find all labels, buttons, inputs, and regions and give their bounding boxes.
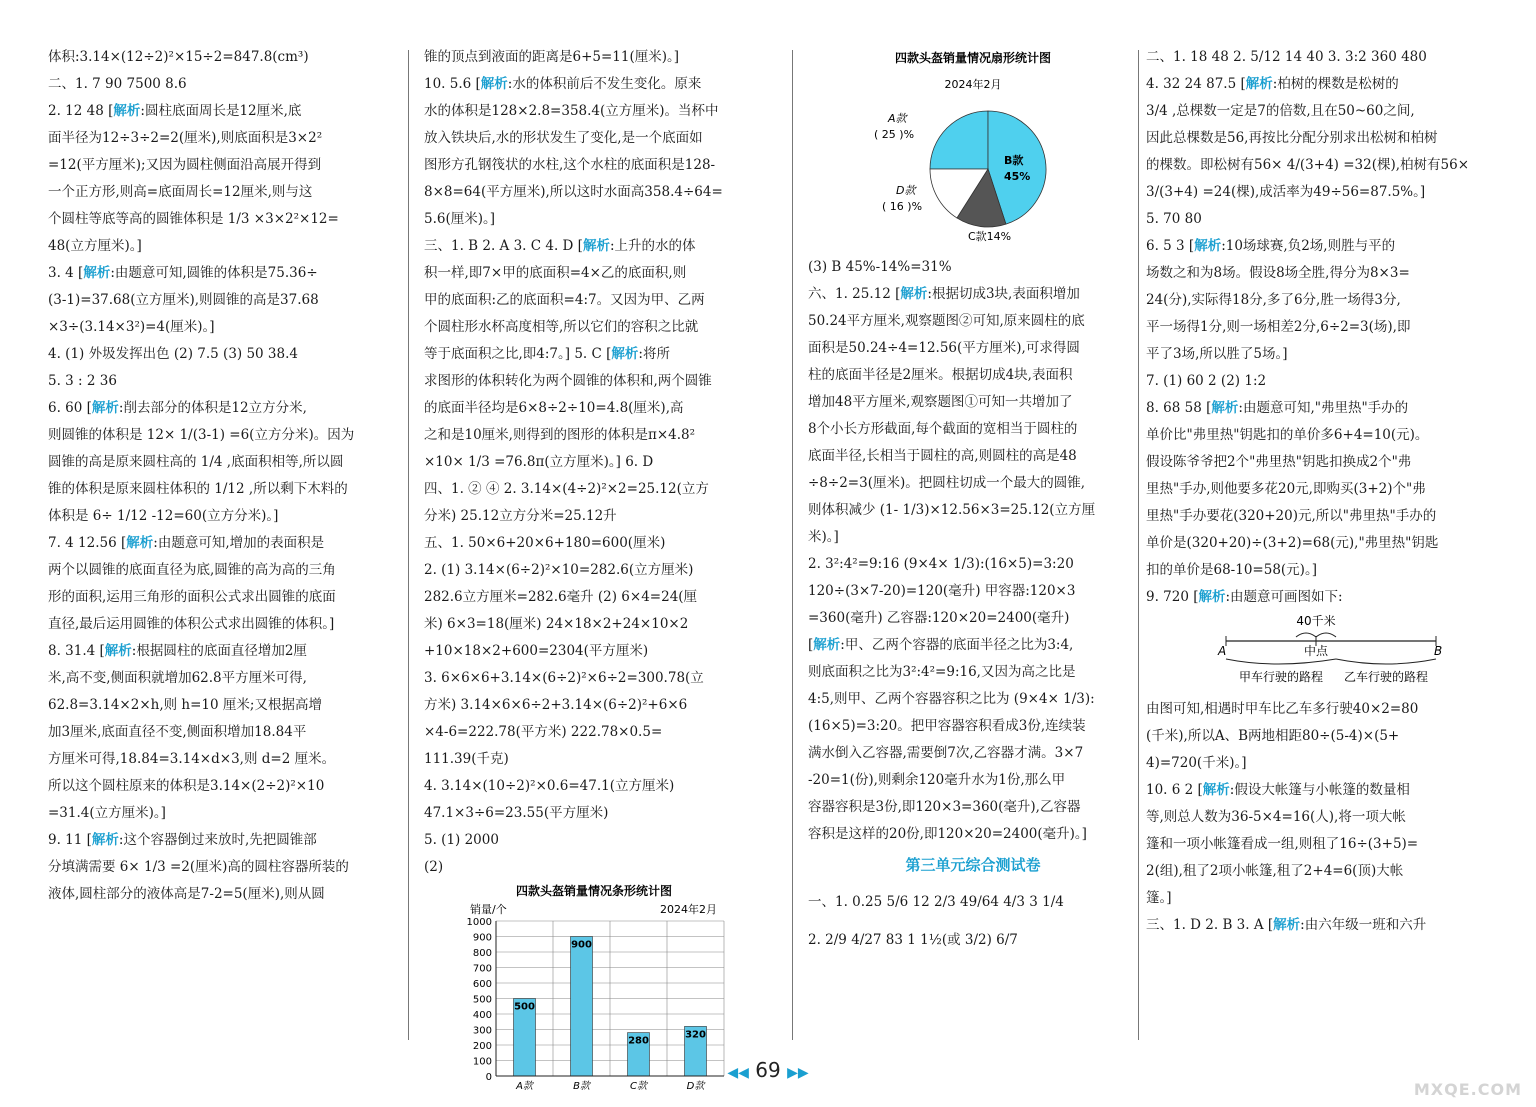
point-b-label: B xyxy=(1434,644,1443,658)
text-line: -20=1(份),则剩余120毫升水为1份,那么甲 xyxy=(808,772,1066,788)
text-line: 柱的底面半径是2厘米。根据切成4块,表面积 xyxy=(808,367,1073,383)
text-line: 篷。] xyxy=(1146,890,1172,906)
y-tick-label: 500 xyxy=(472,994,492,1006)
text-line: 5. (1) 2000 xyxy=(424,832,499,848)
text-line: 则体积减少 (1- 1/3)×12.56×3=25.12(立方厘 xyxy=(808,502,1096,518)
text-line: 6. 5 3 [解析:10场球赛,负2场,则胜与平的 xyxy=(1146,238,1396,254)
pie-label-c: C款14% xyxy=(968,230,1012,243)
text-line: (16×5)=3:20。把甲容器容积看成3份,连续装 xyxy=(808,718,1086,734)
answer-column-4 xyxy=(1146,44,1486,1044)
text-line: 3. 6×6×6+3.14×(6÷2)²×6÷2=300.78(立 xyxy=(424,670,704,686)
text-line: 平一场得1分,则一场相差2分,6÷2=3(场),即 xyxy=(1146,319,1411,335)
text-line: 体积:3.14×(12÷2)²×15÷2=847.8(cm³) xyxy=(48,49,309,65)
text-line: 7. (1) 60 2 (2) 1:2 xyxy=(1146,373,1267,389)
text-line: 等,则总人数为36-5×4=16(人),将一项大帐 xyxy=(1146,809,1406,825)
pie-label-a: A款 xyxy=(888,112,907,125)
bar-data-label: 320 xyxy=(685,1029,706,1041)
text-line: 锥的体积是原来圆柱体积的 1/12 ,所以剩下木料的 xyxy=(48,481,348,497)
text-line: ×4-6=222.78(平方米) 222.78×0.5= xyxy=(424,724,663,740)
column-divider xyxy=(792,50,793,1040)
text-line: 3. 4 [解析:由题意可知,圆锥的体积是75.36÷ xyxy=(48,265,318,281)
text-line: 放入铁块后,水的形状发生了变化,是一个底面如 xyxy=(424,130,703,146)
text-line: 方米) 3.14×6×6÷2+3.14×(6÷2)²+6×6 xyxy=(424,697,688,713)
text-line: 四、1. ② ④ 2. 3.14×(4÷2)²×2=25.12(立方 xyxy=(424,481,709,497)
text-line: 容积是这样的20份,即120×20=2400(毫升)。] xyxy=(808,826,1087,842)
text-line: 9. 720 [解析:由题意可画图如下: xyxy=(1146,589,1343,605)
answer-column-1 xyxy=(48,44,400,1044)
y-tick-label: 100 xyxy=(472,1056,492,1068)
text-line: ×10× 1/3 =76.8π(立方厘米)。] 6. D xyxy=(424,454,654,470)
text-line: 的棵数。即松树有56× 4/(3+4) =32(棵),柏树有56× xyxy=(1146,157,1470,173)
text-line: 单价比"弗里热"钥匙扣的单价多6+4=10(元)。 xyxy=(1146,427,1429,443)
text-line: 容器容积是3份,即120×3=360(毫升),乙容器 xyxy=(808,799,1081,815)
text-line: 篷和一项小帐篷看成一组,则租了16÷(3+5)= xyxy=(1146,836,1419,852)
text-line: 47.1×3÷6=23.55(平方厘米) xyxy=(424,805,609,821)
text-line: 4. 3.14×(10÷2)²×0.6=47.1(立方厘米) xyxy=(424,778,675,794)
column-divider xyxy=(1138,50,1139,1040)
text-line: 则底面积之比为3²:4²=9:16,又因为高之比是 xyxy=(808,664,1076,680)
text-line: 面积是50.24÷4=12.56(平方厘米),可求得圆 xyxy=(808,340,1080,356)
text-line: 方厘米可得,18.84=3.14×d×3,则 d=2 厘米。 xyxy=(48,751,336,767)
text-line: 9. 11 [解析:这个容器倒过来放时,先把圆锥部 xyxy=(48,832,317,848)
text-line: 形的面积,运用三角形的面积公式求出圆锥的底面 xyxy=(48,589,336,605)
text-line: 五、1. 50×6+20×6+180=600(厘米) xyxy=(424,535,666,551)
text-line: 扣的单价是68-10=58(元)。] xyxy=(1146,562,1317,578)
text-line: 111.39(千克) xyxy=(424,751,509,767)
text-line: 8. 68 58 [解析:由题意可知,"弗里热"手办的 xyxy=(1146,400,1409,416)
page-footer xyxy=(0,1058,1536,1082)
y-tick-label: 300 xyxy=(472,1025,492,1037)
text-line: 2. (1) 3.14×(6÷2)²×10=282.6(立方厘米) xyxy=(424,562,694,578)
text-line: 62.8=3.14×2×h,则 h=10 厘米;又根据高增 xyxy=(48,697,322,713)
text-line: 三、1. B 2. A 3. C 4. D [解析:上升的水的体 xyxy=(424,238,696,254)
text-line: 5. 3 : 2 36 xyxy=(48,373,117,389)
bar-chart-ylabel: 销量/个 xyxy=(470,903,507,916)
x-tick-label: A款 xyxy=(516,1081,533,1092)
text-line: 7. 4 12.56 [解析:由题意可知,增加的表面积是 xyxy=(48,535,325,551)
text-line: 圆锥的高是原来圆柱高的 1/4 ,底面积相等,所以圆 xyxy=(48,454,344,470)
text-line: 满水倒入乙容器,需要倒7次,乙容器才满。3×7 xyxy=(808,745,1084,761)
text-line: +10×18×2+600=2304(平方厘米) xyxy=(424,643,649,659)
bar-chart-title: 四款头盔销量情况条形统计图 xyxy=(515,884,673,898)
text-line: 一个正方形,则高=底面周长=12厘米,则与这 xyxy=(48,184,313,200)
text-line: 求图形的体积转化为两个圆锥的体积和,两个圆锥 xyxy=(424,373,712,389)
text-line: 水的体积是128×2.8=358.4(立方厘米)。当杯中 xyxy=(424,103,719,119)
bar-data-label: 500 xyxy=(514,1001,535,1013)
text-line: 积一样,即7×甲的底面积=4×乙的底面积,则 xyxy=(424,265,687,281)
y-tick-label: 900 xyxy=(472,932,492,944)
text-line: 10. 6 2 [解析:假设大帐篷与小帐篷的数量相 xyxy=(1146,782,1410,798)
text-line: 六、1. 25.12 [解析:根据切成3块,表面积增加 xyxy=(808,286,1080,302)
text-line: 因此总棵数是56,再按比分配分别求出松树和柏树 xyxy=(1146,130,1438,146)
y-tick-label: 700 xyxy=(472,963,492,975)
text-line: 米,高不变,侧面积就增加62.8平方厘米可得, xyxy=(48,670,307,686)
next-arrow-icon[interactable]: ▶▶ xyxy=(787,1065,809,1081)
column-divider xyxy=(408,50,409,1040)
text-line: 加3厘米,底面直径不变,侧面积增加18.84平 xyxy=(48,724,307,740)
answer-column-2-text xyxy=(424,44,776,854)
pie-label-d: D款 xyxy=(896,184,916,197)
text-line: 的底面半径均是6×8÷2÷10=4.8(厘米),高 xyxy=(424,400,684,416)
text-line: ×3÷(3.14×3²)=4(厘米)。] xyxy=(48,319,215,335)
y-tick-label: 0 xyxy=(485,1072,492,1083)
text-line: 120÷(3×7-20)=120(毫升) 甲容器:120×3 xyxy=(808,583,1076,599)
midpoint-label: 中点 xyxy=(1303,644,1329,658)
text-line: 6. 60 [解析:削去部分的体积是12立方分米, xyxy=(48,400,307,416)
text-line: 2. 12 48 [解析:圆柱底面周长是12厘米,底 xyxy=(48,103,302,119)
text-line: 米) 6×3=18(厘米) 24×18×2+24×10×2 xyxy=(424,616,689,632)
text-line: 二、1. 18 48 2. 5/12 14 40 3. 3:2 360 480 xyxy=(1146,49,1427,65)
text-line: 4. (1) 外圾发挥出色 (2) 7.5 (3) 50 38.4 xyxy=(48,346,298,362)
bar xyxy=(571,937,593,1077)
bar-chart-label: (2) xyxy=(424,859,444,875)
text-line: 分填满需要 6× 1/3 =2(厘米)高的圆柱容器所装的 xyxy=(48,859,349,875)
text-line: 单价是(320+20)÷(3+2)=68(元),"弗里热"钥匙 xyxy=(1146,535,1439,551)
car-b-label: 乙车行驶的路程 xyxy=(1343,670,1429,684)
watermark: MXQE.COM xyxy=(1413,1080,1522,1099)
text-line: 3/4 ,总棵数一定是7的倍数,且在50~60之间, xyxy=(1146,103,1415,119)
text-line: 2. 2/9 4/27 83 1 1½(或 3/2) 6/7 xyxy=(808,932,1018,948)
distance-diagram xyxy=(1146,611,1486,686)
text-line: (3-1)=37.68(立方厘米),则圆锥的高是37.68 xyxy=(48,292,319,308)
pie-label-b: B款 xyxy=(1004,154,1024,167)
pie-slice xyxy=(930,111,988,169)
text-line: 3/(3+4) =24(棵),成活率为49÷56=87.5%。] xyxy=(1146,184,1426,200)
text-line: 面半径为12÷3÷2=2(厘米),则底面积是3×2² xyxy=(48,130,323,146)
text-line: 图形方孔钢筏状的水柱,这个水柱的底面积是128- xyxy=(424,157,716,173)
bar-data-label: 900 xyxy=(571,939,592,951)
text-line: 底面半径,长相当于圆柱的高,则圆柱的高是48 xyxy=(808,448,1077,464)
text-line: 场数之和为8场。假设8场全胜,得分为8×3= xyxy=(1146,265,1410,281)
text-line: (3) B 45%-14%=31% xyxy=(808,259,952,275)
text-line: 50.24平方厘米,观察题图②可知,原来圆柱的底 xyxy=(808,313,1085,329)
text-line: 10. 5.6 [解析:水的体积前后不发生变化。原来 xyxy=(424,76,702,92)
y-tick-label: 600 xyxy=(472,979,492,990)
text-line: 282.6立方厘米=282.6毫升 (2) 6×4=24(厘 xyxy=(424,589,698,605)
text-line: 分米) 25.12立方分米=25.12升 xyxy=(424,508,617,524)
text-line: 里热"手办,则他要多花20元,即购买(3+2)个"弗 xyxy=(1146,481,1426,497)
text-line: 8. 31.4 [解析:根据圆柱的底面直径增加2厘 xyxy=(48,643,307,659)
text-line: 所以这个圆柱原来的体积是3.14×(2÷2)²×10 xyxy=(48,778,325,794)
y-tick-label: 1000 xyxy=(466,917,492,928)
pie-label-d-pct: ( 16 )% xyxy=(882,200,923,213)
prev-arrow-icon[interactable]: ◀◀ xyxy=(727,1065,749,1081)
text-line: 液体,圆柱部分的液体高是7-2=5(厘米),则从圆 xyxy=(48,886,325,902)
bar-chart-subtitle: 2024年2月 xyxy=(660,903,717,916)
text-line: (千米),所以A、B两地相距80÷(5-4)×(5+ xyxy=(1146,728,1400,744)
y-tick-label: 800 xyxy=(472,948,492,959)
text-line: 2. 3²:4²=9:16 (9×4× 1/3):(16×5)=3:20 xyxy=(808,556,1074,572)
pie-chart-title: 四款头盔销量情况扇形统计图 xyxy=(894,51,1052,65)
page-number: 69 xyxy=(755,1058,781,1082)
text-line: 5. 70 80 xyxy=(1146,211,1202,227)
answer-column-4-bottom xyxy=(1146,696,1486,939)
pie-label-b-pct: 45% xyxy=(1004,170,1031,183)
y-tick-label: 200 xyxy=(472,1041,492,1052)
text-line: 24(分),实际得18分,多了6分,胜一场得3分, xyxy=(1146,292,1401,308)
text-line: 则圆锥的体积是 12× 1/(3-1) =6(立方分米)。因为 xyxy=(48,427,355,443)
answer-column-4-text xyxy=(1146,44,1486,611)
answer-column-3 xyxy=(808,44,1138,1044)
x-tick-label: D款 xyxy=(686,1081,705,1092)
text-line: [解析:甲、乙两个容器的底面半径之比为3:4, xyxy=(808,637,1074,653)
text-line: =12(平方厘米);又因为圆柱侧面沿高展开得到 xyxy=(48,157,322,173)
answer-column-3-text xyxy=(808,254,1138,848)
text-line: 两个以圆锥的底面直径为底,圆锥的高为高的三角 xyxy=(48,562,336,578)
text-line: 8个小长方形截面,每个截面的宽相当于圆柱的 xyxy=(808,421,1078,437)
text-line: 一、1. 0.25 5/6 12 2/3 49/64 4/3 3 1/4 xyxy=(808,894,1064,910)
text-line: 里热"手办要花(320+20)元,所以"弗里热"手办的 xyxy=(1146,508,1437,524)
text-line: 平了3场,所以胜了5场。] xyxy=(1146,346,1288,362)
text-line: 假设陈爷爷把2个"弗里热"钥匙扣换成2个"弗 xyxy=(1146,454,1412,470)
text-line: =31.4(立方厘米)。] xyxy=(48,805,166,821)
text-line: 2(组),租了2项小帐篷,租了2+4=6(顶)大帐 xyxy=(1146,863,1404,879)
point-a-label: A xyxy=(1218,644,1227,658)
brace-right-icon xyxy=(1336,659,1436,664)
text-line: 由图可知,相遇时甲车比乙车多行驶40×2=80 xyxy=(1146,701,1419,717)
text-line: =360(毫升) 乙容器:120×20=2400(毫升) xyxy=(808,610,1070,626)
text-line: 体积是 6÷ 1/12 -12=60(立方分米)。] xyxy=(48,508,279,524)
text-line: 甲的底面积:乙的底面积=4:7。又因为甲、乙两 xyxy=(424,292,705,308)
text-line: 二、1. 7 90 7500 8.6 xyxy=(48,76,187,92)
pie-label-a-pct: ( 25 )% xyxy=(874,128,915,141)
x-tick-label: B款 xyxy=(573,1081,590,1092)
text-line: 增加48平方厘米,观察题图①可知一共增加了 xyxy=(808,394,1073,410)
text-line: 8×8=64(平方厘米),所以这时水面高358.4÷64= xyxy=(424,184,723,200)
pie-chart-subtitle: 2024年2月 xyxy=(944,78,1002,91)
text-line: 个圆柱等底等高的圆锥体积是 1/3 ×3×2²×12= xyxy=(48,211,339,227)
pie-chart xyxy=(808,44,1138,244)
section-title: 第三单元综合测试卷 xyxy=(905,856,1041,874)
bar-data-label: 280 xyxy=(628,1035,649,1047)
text-line: 4)=720(千米)。] xyxy=(1146,755,1247,771)
answer-column-3-bottom xyxy=(808,883,1138,959)
x-tick-label: C款 xyxy=(630,1081,647,1092)
text-line: 三、1. D 2. B 3. A [解析:由六年级一班和六升 xyxy=(1146,917,1427,933)
car-a-label: 甲车行驶的路程 xyxy=(1238,670,1324,684)
text-line: 5.6(厘米)。] xyxy=(424,211,496,227)
diagram-top-label: 40千米 xyxy=(1296,614,1336,628)
text-line: 48(立方厘米)。] xyxy=(48,238,142,254)
text-line: 锥的顶点到液面的距离是6+5=11(厘米)。] xyxy=(424,49,680,65)
text-line: 等于底面积之比,即4:7。] 5. C [解析:将所 xyxy=(424,346,670,362)
text-line: 4:5,则甲、乙两个容器容积之比为 (9×4× 1/3): xyxy=(808,691,1095,707)
brace-left-icon xyxy=(1226,659,1336,664)
text-line: 个圆柱形水杯高度相等,所以它们的容积之比就 xyxy=(424,319,699,335)
y-tick-label: 400 xyxy=(472,1010,492,1021)
text-line: 之和是10厘米,则得到的图形的体积是π×4.8² xyxy=(424,427,696,443)
text-line: 米)。] xyxy=(808,529,839,545)
text-line: 4. 32 24 87.5 [解析:柏树的棵数是松树的 xyxy=(1146,76,1399,92)
text-line: 直径,最后运用圆锥的体积公式求出圆锥的体积。] xyxy=(48,616,335,632)
text-line: ÷8÷2=3(厘米)。把圆柱切成一个最大的圆锥, xyxy=(808,475,1086,491)
